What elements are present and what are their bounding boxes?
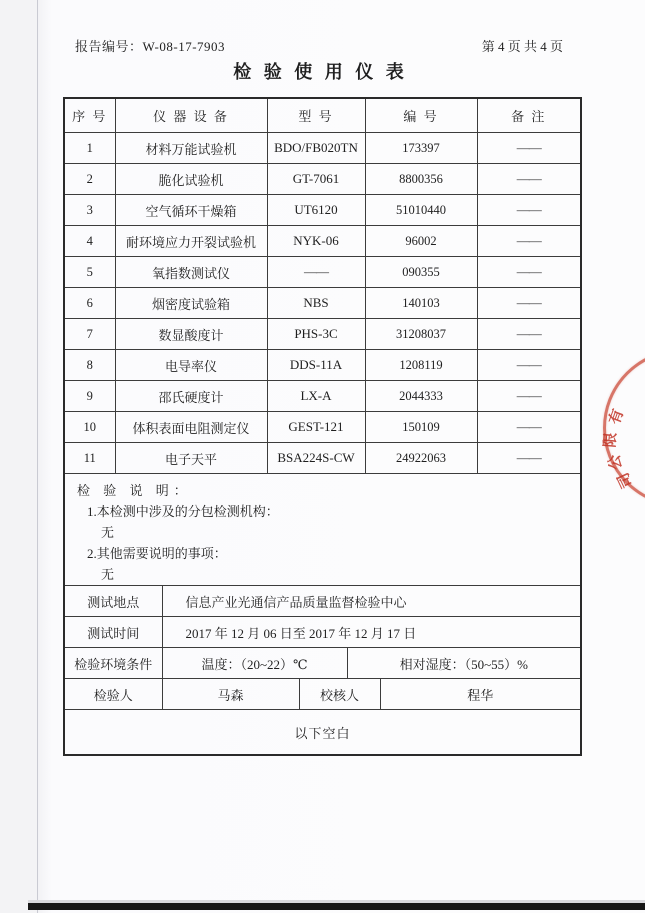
cell-no: 5: [65, 257, 115, 288]
instrument-row: [65, 381, 580, 412]
info-row-environment: [65, 647, 580, 678]
inspection-table: [63, 97, 582, 756]
cell-note: ——: [477, 288, 580, 319]
cell-serial: 150109: [365, 412, 477, 443]
location-value: 信息产业光通信产品质量监督检验中心: [162, 586, 580, 616]
time-value: 2017 年 12 月 06 日至 2017 年 12 月 17 日: [162, 617, 580, 647]
time-label: 测试时间: [65, 617, 162, 647]
cell-no: 4: [65, 226, 115, 257]
notes-item-1: 1.本检测中涉及的分包检测机构：: [87, 504, 279, 519]
page-indicator: 第 4 页 共 4 页: [481, 39, 563, 54]
cell-note: ——: [477, 412, 580, 443]
cell-note: ——: [477, 133, 580, 164]
cell-serial: 96002: [365, 226, 477, 257]
col-header-serial: 编 号: [365, 99, 477, 133]
cell-note: ——: [477, 443, 580, 474]
notes-section: [65, 473, 580, 585]
cell-model: BSA224S-CW: [267, 443, 365, 474]
blank-below-text: 以下空白: [294, 725, 351, 741]
instrument-row: [65, 412, 580, 443]
instrument-row: [65, 319, 580, 350]
instrument-row: [65, 443, 580, 474]
cell-model: LX-A: [267, 381, 365, 412]
notes-item-1-value: 无: [101, 525, 115, 540]
cell-no: 11: [65, 443, 115, 474]
cell-model: ——: [267, 257, 365, 288]
cell-model: BDO/FB020TN: [267, 133, 365, 164]
cell-note: ——: [477, 195, 580, 226]
cell-model: GT-7061: [267, 164, 365, 195]
cell-model: NYK-06: [267, 226, 365, 257]
cell-note: ——: [477, 226, 580, 257]
info-row-time: [65, 616, 580, 647]
cell-model: NBS: [267, 288, 365, 319]
cell-serial: 173397: [365, 133, 477, 164]
cell-no: 2: [65, 164, 115, 195]
cell-model: GEST-121: [267, 412, 365, 443]
doc-title: 检 验 使 用 仪 表: [233, 62, 408, 82]
seal-char: 公: [606, 453, 626, 471]
instrument-row: [65, 133, 580, 164]
instruments-header-row: [65, 99, 580, 133]
cell-no: 10: [65, 412, 115, 443]
cell-serial: 31208037: [365, 319, 477, 350]
cell-name: 烟密度试验箱: [115, 288, 267, 319]
notes-item-2-value: 无: [101, 567, 115, 582]
cell-name: 电导率仪: [115, 350, 267, 381]
cell-note: ——: [477, 350, 580, 381]
cell-note: ——: [477, 381, 580, 412]
col-header-device: 仪 器 设 备: [115, 99, 267, 133]
reviewer-name: 程华: [380, 679, 580, 709]
cell-model: DDS-11A: [267, 350, 365, 381]
scan-bottom-strip: [28, 903, 645, 910]
cell-serial: 2044333: [365, 381, 477, 412]
col-header-model: 型 号: [267, 99, 365, 133]
seal-char: 司: [615, 469, 637, 491]
cell-note: ——: [477, 164, 580, 195]
instrument-row: [65, 195, 580, 226]
cell-name: 材料万能试验机: [115, 133, 267, 164]
inspector-label: 检验人: [65, 679, 162, 709]
cell-model: UT6120: [267, 195, 365, 226]
cell-no: 9: [65, 381, 115, 412]
cell-name: 耐环境应力开裂试验机: [115, 226, 267, 257]
report-number: 报告编号：W-08-17-7903: [75, 39, 226, 54]
cell-serial: 51010440: [365, 195, 477, 226]
col-header-no: 序 号: [65, 99, 115, 133]
cell-serial: 140103: [365, 288, 477, 319]
cell-name: 氧指数测试仪: [115, 257, 267, 288]
cell-note: ——: [477, 319, 580, 350]
reviewer-label: 校核人: [299, 679, 380, 709]
inspector-name: 马森: [162, 679, 299, 709]
instrument-row: [65, 164, 580, 195]
cell-note: ——: [477, 257, 580, 288]
cell-model: PHS-3C: [267, 319, 365, 350]
cell-name: 电子天平: [115, 443, 267, 474]
col-header-note: 备 注: [477, 99, 580, 133]
instrument-row: [65, 226, 580, 257]
seal-char: 限: [602, 431, 620, 449]
cell-serial: 1208119: [365, 350, 477, 381]
cell-name: 空气循环干燥箱: [115, 195, 267, 226]
seal-char: 有: [606, 407, 628, 427]
humidity-value: 相对湿度：（50~55）%: [347, 648, 580, 678]
cell-no: 3: [65, 195, 115, 226]
notes-item-2: 2.其他需要说明的事项：: [87, 546, 227, 561]
environment-label: 检验环境条件: [65, 648, 162, 678]
cell-serial: 8800356: [365, 164, 477, 195]
instrument-row: [65, 288, 580, 319]
cell-no: 8: [65, 350, 115, 381]
info-row-signatures: [65, 678, 580, 709]
cell-no: 7: [65, 319, 115, 350]
info-row-location: [65, 585, 580, 616]
cell-serial: 090355: [365, 257, 477, 288]
notes-heading: 检 验 说 明：: [77, 483, 192, 498]
cell-name: 数显酸度计: [115, 319, 267, 350]
location-label: 测试地点: [65, 586, 162, 616]
cell-name: 体积表面电阻测定仪: [115, 412, 267, 443]
cell-no: 6: [65, 288, 115, 319]
cell-serial: 24922063: [365, 443, 477, 474]
cell-no: 1: [65, 133, 115, 164]
instruments-table: [65, 99, 580, 473]
blank-below-note: [65, 709, 580, 754]
cell-name: 邵氏硬度计: [115, 381, 267, 412]
instrument-row: [65, 350, 580, 381]
temperature-value: 温度：（20~22）℃: [162, 648, 347, 678]
instrument-row: [65, 257, 580, 288]
cell-name: 脆化试验机: [115, 164, 267, 195]
